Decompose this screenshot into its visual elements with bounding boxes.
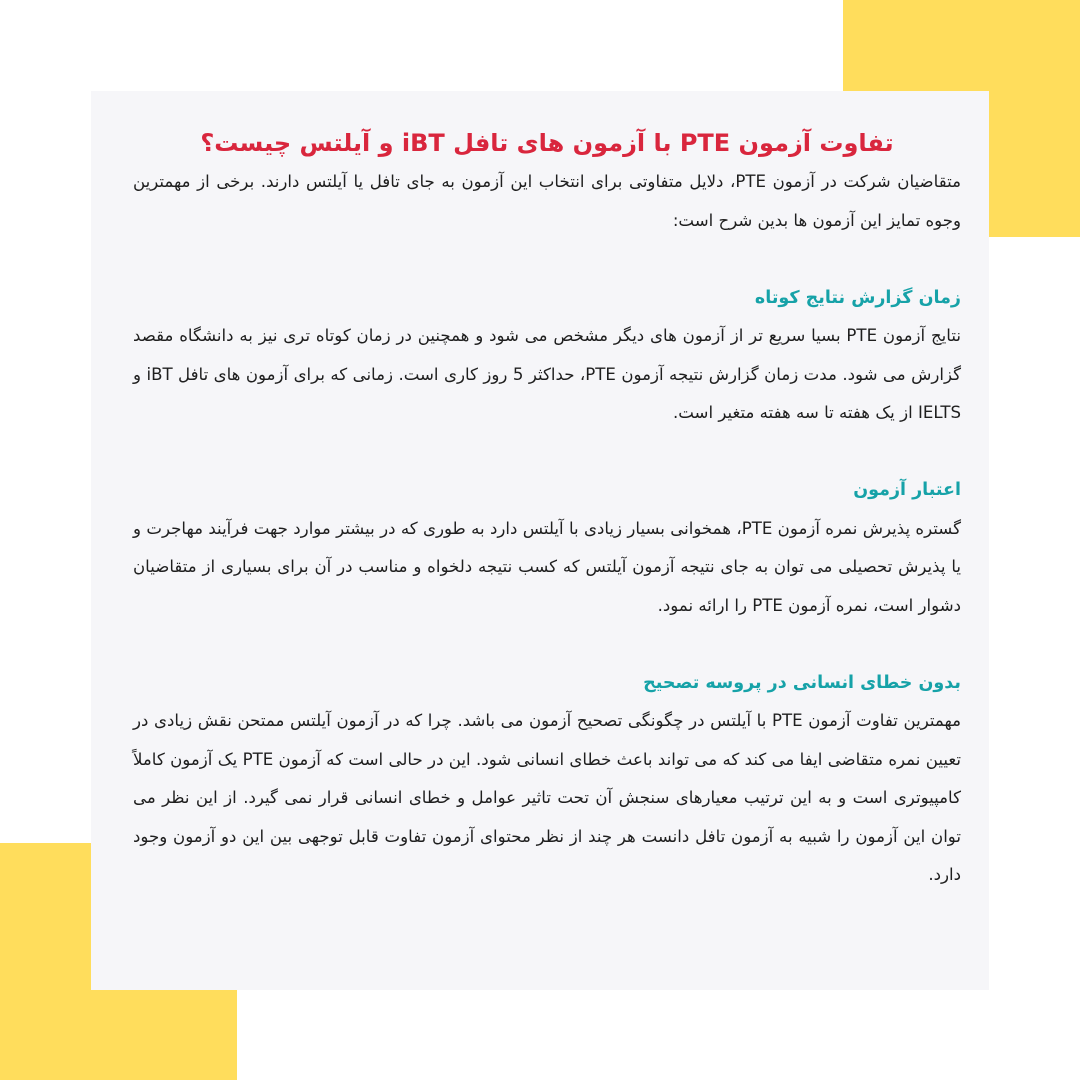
- article-card: [91, 91, 989, 990]
- section-body: نتایج آزمون PTE بسیا سریع تر از آزمون های دیگر مشخص می شود و همچنین در زمان کوتاه تری نیز به دانشگاه مقصد گزارش می شود. مدت زمان گزارش نتیجه آزمون PTE، حداکثر 5 روز کاری است. زمانی که برای آزمون های تافل iBT و IELTS از یک هفته تا سه هفته متغیر است.: [133, 326, 962, 422]
- section-short-reporting-time: [133, 279, 961, 433]
- section-test-validity: [133, 471, 961, 625]
- article-title: تفاوت آزمون PTE با آزمون های تافل iBT و آیلتس چیست؟: [200, 129, 894, 157]
- section-heading: بدون خطای انسانی در پروسه تصحیح: [643, 672, 961, 693]
- intro-paragraph: متقاضیان شرکت در آزمون PTE، دلایل متفاوتی برای انتخاب این آزمون به جای تافل یا آیلتس دارند. برخی از مهمترین وجوه تمایز این آزمون ها بدین شرح است:: [133, 172, 961, 230]
- section-body: مهمترین تفاوت آزمون PTE با آیلتس در چگونگی تصحیح آزمون می باشد. چرا که در آزمون آیلتس ممتحن نقش زیادی در تعیین نمره متقاضی ایفا می کند که می تواند باعث خطای انسانی شود. این در حالی است که آزمون PTE یک آزمون کاملاً کامپیوتری است و به این ترتیب معیارهای سنجش آن تحت تاثیر عوامل و خطای انسانی قرار نمی گیرد. از این نظر می توان این آزمون را شبیه به آزمون تافل دانست هر چند از نظر محتوای آزمون تفاوت قابل توجهی بین این دو آزمون وجود دارد.: [133, 711, 962, 884]
- section-heading: زمان گزارش نتایج کوتاه: [754, 287, 961, 308]
- section-body: گستره پذیرش نمره آزمون PTE، همخوانی بسیار زیادی با آیلتس دارد به طوری که در بیشتر موارد جهت فرآیند مهاجرت و یا پذیرش تحصیلی می توان به جای نتیجه آزمون آیلتس که کسب نتیجه دلخواه و مناسب در آن برای بسیاری از متقاضیان دشوار است، نمره آزمون PTE را ارائه نمود.: [133, 518, 961, 615]
- section-heading: اعتبار آزمون: [853, 480, 961, 500]
- section-no-human-error: [133, 664, 961, 895]
